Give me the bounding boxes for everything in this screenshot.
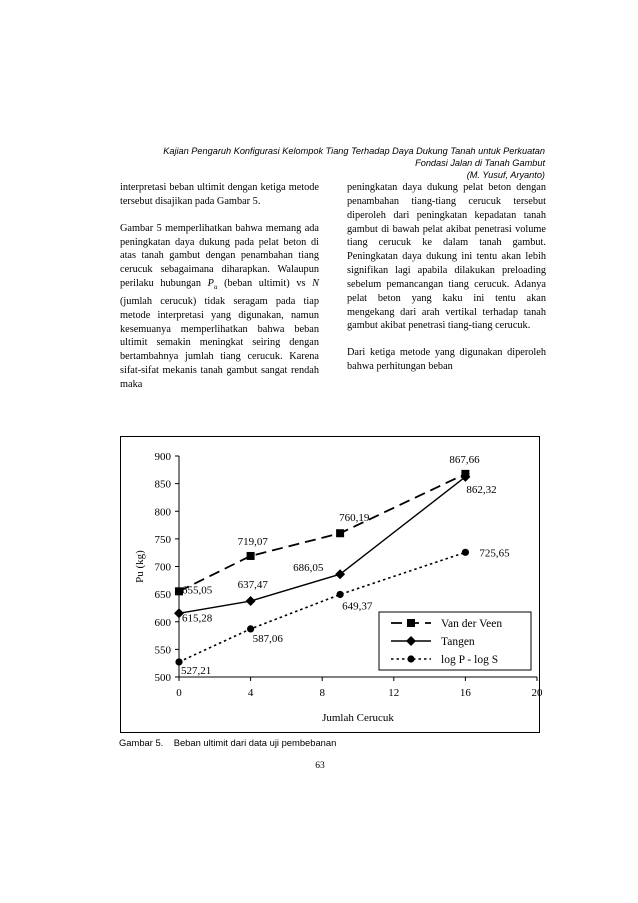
x-tick-label: 12 bbox=[388, 687, 400, 699]
figure-5-chart bbox=[120, 436, 543, 733]
y-tick-label: 750 bbox=[154, 533, 171, 546]
x-tick-label: 0 bbox=[176, 687, 182, 699]
data-label-van-der-veen: 760,19 bbox=[339, 512, 370, 525]
data-label-van-der-veen: 655,05 bbox=[182, 584, 213, 597]
data-label-tangen: 686,05 bbox=[293, 562, 324, 575]
y-tick-label: 650 bbox=[154, 589, 171, 602]
data-point-tangen bbox=[246, 596, 256, 606]
caption-text: Beban ultimit dari data uji pembebanan bbox=[173, 737, 337, 748]
x-axis-label: Jumlah Cerucuk bbox=[322, 712, 394, 724]
y-tick-label: 850 bbox=[154, 478, 171, 491]
data-label-log-p-log-s: 527,21 bbox=[181, 664, 212, 677]
data-point-log-p-log-s bbox=[337, 591, 344, 598]
x-tick-label: 20 bbox=[531, 687, 543, 699]
page-number: 63 bbox=[315, 761, 325, 771]
left-paragraph-2 bbox=[120, 222, 319, 392]
legend-label-tangen: Tangen bbox=[441, 636, 475, 648]
y-axis-label: Pu (kg) bbox=[134, 550, 146, 583]
x-tick-label: 16 bbox=[459, 687, 471, 699]
x-tick-label: 8 bbox=[319, 687, 325, 699]
data-point-log-p-log-s bbox=[247, 625, 254, 632]
data-label-tangen: 615,28 bbox=[182, 612, 213, 625]
legend-label-van-der-veen: Van der Veen bbox=[441, 618, 503, 630]
data-point-van-der-veen bbox=[336, 529, 344, 537]
data-label-log-p-log-s: 649,37 bbox=[342, 600, 373, 613]
data-label-tangen: 862,32 bbox=[466, 483, 497, 496]
right-column bbox=[347, 181, 546, 374]
x-tick-label: 4 bbox=[247, 687, 254, 699]
figure-caption bbox=[119, 737, 336, 748]
data-point-van-der-veen bbox=[247, 552, 255, 560]
left-paragraph-2-part-a: Gambar 5 memperlihatkan bahwa memang ada peningkatan daya dukung pada pelat beton di atas tanah gambut dengan penambahan tiang cerucuk sebagaimana diharapkan. Walaupun perilaku hubungan bbox=[120, 222, 319, 290]
data-label-van-der-veen: 719,07 bbox=[237, 535, 268, 548]
data-label-tangen: 637,47 bbox=[237, 579, 268, 592]
left-paragraph-2-part-c: (jumlah cerucuk) tidak seragam pada tiap metode interpretasi yang digunakan, namun kesemuanya memperlihatkan bahwa beban ultimit semakin meningkat seiring dengan bertambahnya jumlah tiang cerucuk. Karena sifat-sifat mekanis tanah gambut sangat rendah maka bbox=[120, 295, 319, 391]
legend-marker-van-der-veen bbox=[407, 619, 415, 627]
right-paragraph-1: peningkatan daya dukung pelat beton dengan penambahan tiang-tiang cerucuk tersebut diperoleh dari peningkatan kepadatan tanah gambut di bawah pelat akibat penetrasi volume tiang cerucuk ke dalam tanah gambut. Peningkatan daya dukung ini tentu akan lebih signifikan lagi apabila dilakukan preloading sebelum pemancangan tiang cerucuk. Adanya pelat beton yang kaku ini tentu akan mengekang dari arah vertikal terhadap tanah gambut akibat penetrasi tiang-tiang cerucuk. bbox=[347, 182, 546, 332]
data-label-log-p-log-s: 725,65 bbox=[479, 547, 510, 560]
y-tick-label: 800 bbox=[154, 506, 171, 519]
n-symbol: N bbox=[312, 278, 319, 290]
series-line-tangen bbox=[179, 477, 465, 613]
header-line-1: Kajian Pengaruh Konfigurasi Kelompok Tiang Terhadap Daya Dukung Tanah untuk Perkuatan bbox=[163, 146, 545, 156]
pu-symbol: $P_u$ bbox=[207, 278, 218, 292]
y-tick-label: 500 bbox=[154, 672, 171, 684]
right-paragraph-2: Dari ketiga metode yang digunakan diperoleh bahwa perhitungan beban bbox=[347, 347, 546, 373]
data-label-van-der-veen: 867,66 bbox=[449, 453, 480, 466]
y-tick-label: 900 bbox=[154, 451, 171, 463]
left-paragraph-1: interpretasi beban ultimit dengan ketiga metode tersebut disajikan pada Gambar 5. bbox=[120, 182, 319, 207]
header-line-2: Fondasi Jalan di Tanah Gambut bbox=[415, 158, 545, 168]
y-tick-label: 550 bbox=[154, 644, 171, 657]
y-tick-label: 700 bbox=[154, 561, 171, 574]
running-header bbox=[163, 145, 545, 181]
header-line-3: (M. Yusuf, Aryanto) bbox=[466, 170, 545, 180]
legend-marker-log-p-log-s bbox=[407, 655, 414, 662]
left-column bbox=[120, 181, 319, 392]
y-tick-label: 600 bbox=[154, 616, 171, 629]
legend-label-log-p-log-s: log P - log S bbox=[441, 654, 499, 666]
caption-label: Gambar 5. bbox=[119, 737, 164, 748]
chart-svg bbox=[121, 437, 543, 732]
data-label-log-p-log-s: 587,06 bbox=[252, 632, 283, 645]
data-point-log-p-log-s bbox=[462, 549, 469, 556]
left-paragraph-2-part-b: (beban ultimit) vs bbox=[217, 278, 313, 290]
